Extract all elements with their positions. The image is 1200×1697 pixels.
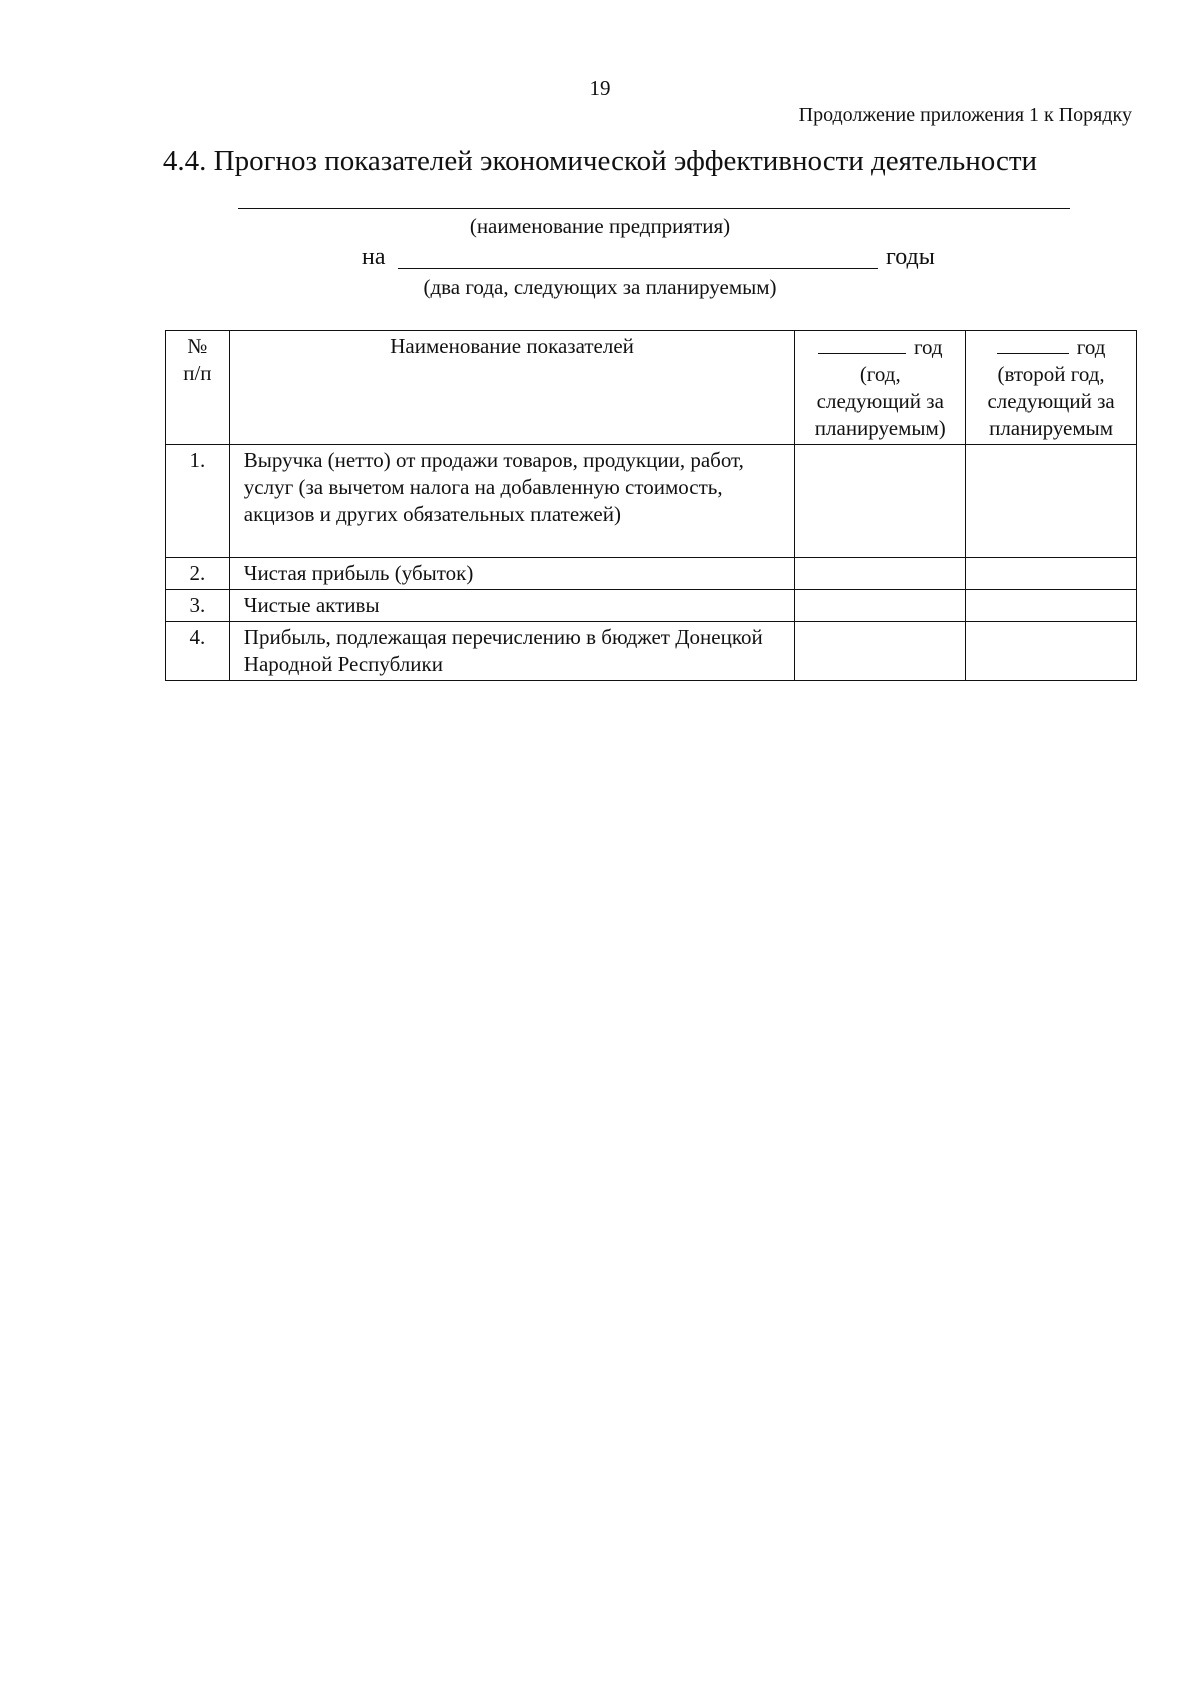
row-year2-cell[interactable] bbox=[966, 445, 1137, 558]
header-year2-sub: (второй год, следующий за планируемым bbox=[987, 362, 1115, 440]
row-year2-cell[interactable] bbox=[966, 622, 1137, 681]
row-year1-cell[interactable] bbox=[795, 622, 966, 681]
years-field[interactable] bbox=[398, 240, 878, 269]
row-num: 2. bbox=[166, 558, 230, 590]
header-num bbox=[166, 331, 230, 445]
row-year1-cell[interactable] bbox=[795, 445, 966, 558]
row-year1-cell[interactable] bbox=[795, 558, 966, 590]
table-row bbox=[166, 558, 1137, 590]
years-prefix: на bbox=[362, 244, 386, 270]
header-year2-word: год bbox=[1076, 335, 1106, 359]
table-row bbox=[166, 590, 1137, 622]
table-header-row bbox=[166, 331, 1137, 445]
header-year1-word: год bbox=[913, 335, 943, 359]
year1-blank[interactable] bbox=[818, 333, 906, 354]
header-name: Наименование показателей bbox=[229, 331, 795, 445]
row-num: 1. bbox=[166, 445, 230, 558]
header-num-line1: № bbox=[187, 334, 208, 358]
header-year1 bbox=[795, 331, 966, 445]
row-name: Чистая прибыль (убыток) bbox=[229, 558, 795, 590]
row-name: Чистые активы bbox=[229, 590, 795, 622]
appendix-note: Продолжение приложения 1 к Порядку bbox=[798, 104, 1132, 126]
enterprise-caption: (наименование предприятия) bbox=[469, 214, 731, 238]
row-year2-cell[interactable] bbox=[966, 590, 1137, 622]
section-title: 4.4. Прогноз показателей экономической эффективности деятельности bbox=[162, 145, 1038, 177]
row-num: 3. bbox=[166, 590, 230, 622]
indicators-table bbox=[165, 330, 1137, 681]
years-suffix: годы bbox=[886, 244, 935, 270]
table-row bbox=[166, 622, 1137, 681]
row-num: 4. bbox=[166, 622, 230, 681]
header-num-line2: п/п bbox=[183, 361, 212, 385]
page-number: 19 bbox=[589, 76, 611, 100]
row-name: Прибыль, подлежащая перечислению в бюджет Донецкой Народной Республики bbox=[229, 622, 795, 681]
header-year1-sub: (год, следующий за планируемым) bbox=[814, 362, 946, 440]
row-name: Выручка (нетто) от продажи товаров, продукции, работ, услуг (за вычетом налога на добавленную стоимость, акцизов и других обязательных платежей) bbox=[229, 445, 795, 558]
row-year1-cell[interactable] bbox=[795, 590, 966, 622]
row-year2-cell[interactable] bbox=[966, 558, 1137, 590]
years-caption: (два года, следующих за планируемым) bbox=[423, 275, 777, 299]
year2-blank[interactable] bbox=[997, 333, 1069, 354]
enterprise-name-field[interactable] bbox=[238, 200, 1070, 209]
header-year2 bbox=[966, 331, 1137, 445]
table-row bbox=[166, 445, 1137, 558]
